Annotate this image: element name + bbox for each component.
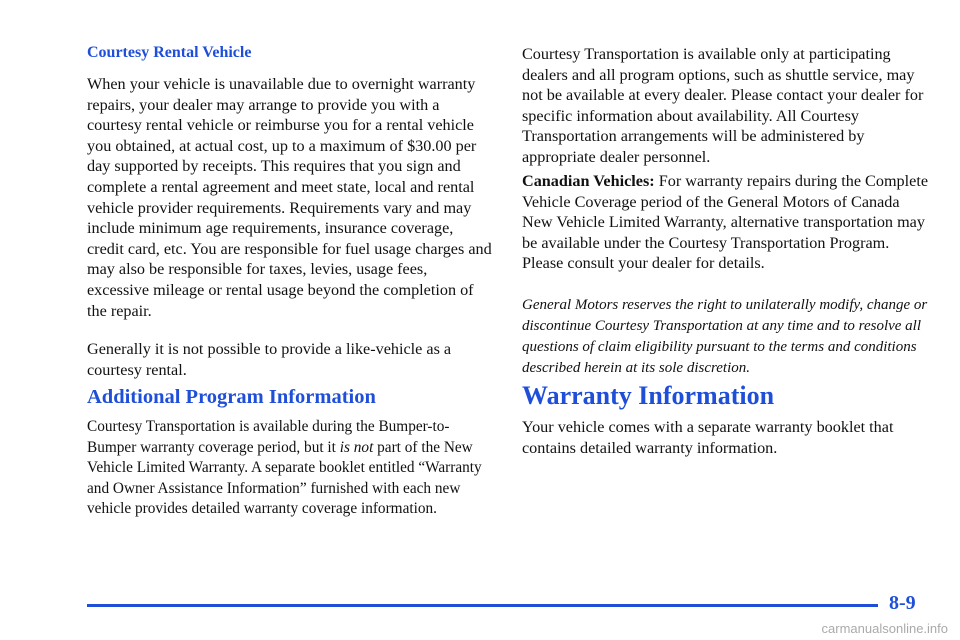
- additional-program-heading: Additional Program Information: [87, 386, 376, 408]
- canadian-vehicles-text: For warranty repairs during the Complete Vehicle Coverage period of the General Motors of Canada New Vehicle Limited Warranty, alternative transportation may be available under the Courtesy Transportation Program. Please consult your dealer for details.: [522, 172, 929, 273]
- footer-rule: [87, 604, 878, 607]
- watermark: carmanualsonline.info: [821, 621, 948, 636]
- availability-paragraph: Courtesy Transportation is available only at participating dealers and all program options, such as shuttle service, may not be available at every dealer. Please contact your dealer for specific information about availability. All Courtesy Transportation arrangements will be administered by appropriate dealer personnel.: [522, 45, 924, 166]
- additional-emphasis: is not: [339, 438, 374, 456]
- additional-text-part-2: part of the New Vehicle Limited Warranty. A separate booklet entitled “Warranty and Owner Assistance Information” furnished with each new vehicle provides detailed warranty coverage information.: [87, 438, 482, 518]
- additional-text-part-1: Courtesy Transportation is available during the Bumper-to-Bumper warranty coverage period, but it: [87, 418, 450, 456]
- courtesy-rental-heading: Courtesy Rental Vehicle: [87, 44, 252, 61]
- warranty-information-paragraph: Your vehicle comes with a separate warranty booklet that contains detailed warranty information.: [522, 418, 894, 457]
- like-vehicle-paragraph: Generally it is not possible to provide a like-vehicle as a courtesy rental.: [87, 340, 452, 379]
- warranty-information-heading: Warranty Information: [522, 381, 775, 410]
- disclaimer-paragraph: General Motors reserves the right to unilaterally modify, change or discontinue Courtesy Transportation at any time and to resolve all questions of claim eligibility pursuant to the terms and conditions described herein at its sole discretion.: [522, 297, 928, 376]
- rental-paragraph: When your vehicle is unavailable due to overnight warranty repairs, your dealer may arrange to provide you with a courtesy rental vehicle or reimburse you for a rental vehicle you obtained, at actual cost, up to a maximum of $30.00 per day supported by receipts. This requires that you sign and complete a rental agreement and meet state, local and rental vehicle provider requirements. Requirements vary and may include minimum age requirements, insurance coverage, credit card, etc. You are responsible for fuel usage charges and may also be responsible for taxes, levies, usage fees, excessive mileage or rental usage beyond the completion of the repair.: [87, 75, 492, 320]
- page-number: 8-9: [889, 592, 916, 614]
- canadian-vehicles-lead: Canadian Vehicles:: [522, 172, 655, 190]
- additional-program-paragraph: [87, 417, 492, 520]
- canadian-vehicles-paragraph: [522, 171, 932, 274]
